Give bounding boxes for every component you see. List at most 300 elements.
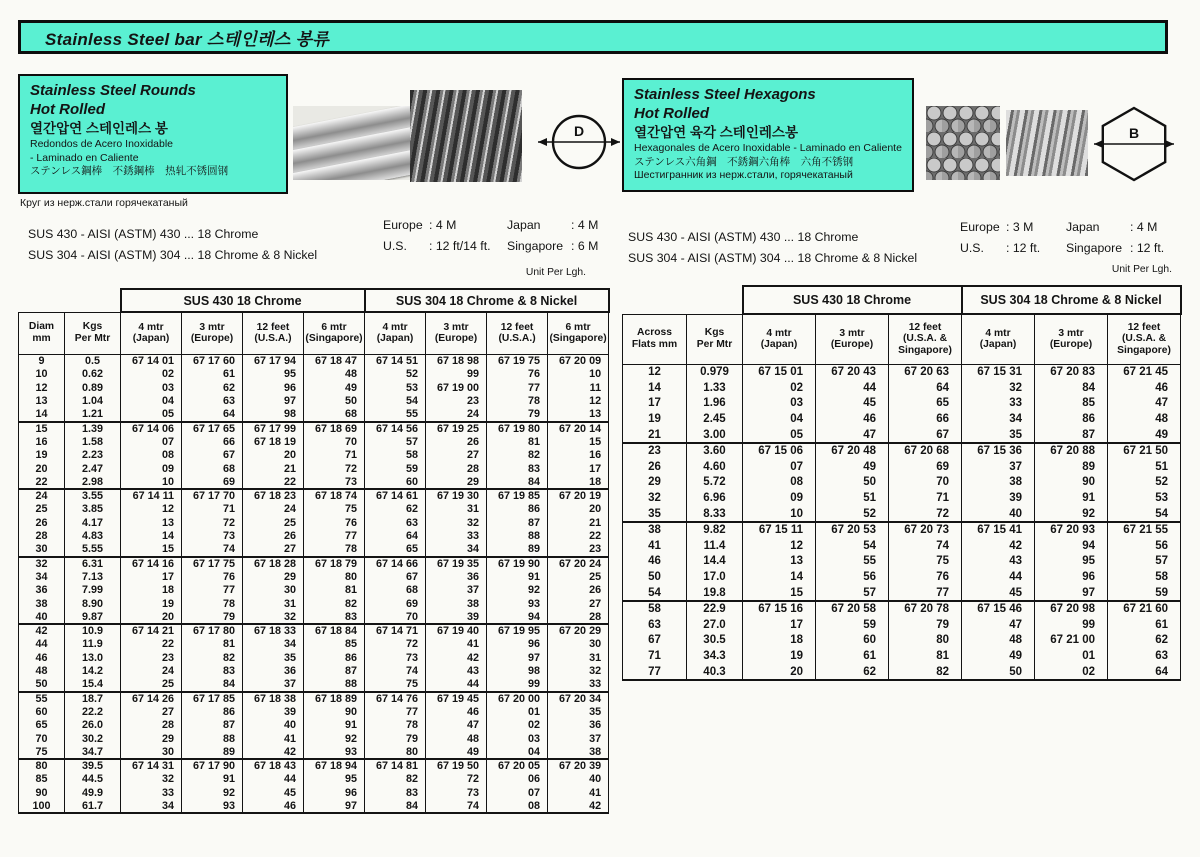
weight-cell: 1.96: [687, 396, 743, 412]
impa-code-cell: 48: [304, 368, 365, 382]
size-cell: 30: [19, 543, 65, 557]
weight-cell: 30.2: [65, 732, 121, 746]
impa-code-cell: 67 19 35: [426, 557, 487, 571]
impa-code-cell: 96: [1035, 569, 1108, 585]
column-header: 3 mtr (Europe): [182, 312, 243, 354]
weight-cell: 1.33: [687, 380, 743, 396]
size-cell: 46: [19, 651, 65, 665]
impa-code-cell: 67 18 28: [243, 557, 304, 571]
impa-code-cell: 67 14 81: [365, 759, 426, 773]
size-cell: 46: [623, 554, 687, 570]
weight-cell: 6.96: [687, 490, 743, 506]
impa-code-cell: 67 19 90: [487, 557, 548, 571]
table-row: [19, 395, 609, 409]
impa-code-cell: 69: [365, 597, 426, 611]
impa-code-cell: 24: [426, 408, 487, 422]
impa-code-cell: 84: [365, 800, 426, 814]
impa-code-cell: 32: [548, 665, 609, 679]
table-row: [623, 459, 1181, 475]
impa-code-cell: 67 15 06: [743, 443, 816, 459]
impa-code-cell: 67 17 99: [243, 422, 304, 436]
impa-code-cell: 97: [487, 651, 548, 665]
impa-code-cell: 75: [304, 503, 365, 517]
impa-code-cell: 34: [121, 800, 182, 814]
impa-code-cell: 67 20 83: [1035, 364, 1108, 380]
hexagons-spec-sus304: SUS 304 - AISI (ASTM) 304 ... 18 Chrome & 8 Nickel: [628, 251, 918, 265]
rounds-subtitle-cjk: ステンレス鋼棒 不銹鋼棒 热轧不锈圆钢: [30, 165, 229, 177]
impa-code-cell: 67 20 58: [816, 601, 889, 617]
size-cell: 32: [19, 557, 65, 571]
table-row: [19, 692, 609, 706]
column-header: 4 mtr (Japan): [743, 314, 816, 364]
weight-cell: 11.4: [687, 538, 743, 554]
impa-code-cell: 92: [304, 732, 365, 746]
table-row: [19, 462, 609, 476]
weight-cell: 2.47: [65, 462, 121, 476]
impa-code-cell: 89: [1035, 459, 1108, 475]
size-cell: 13: [19, 395, 65, 409]
impa-code-cell: 08: [121, 449, 182, 463]
impa-code-cell: 97: [304, 800, 365, 814]
blank-corner: [623, 286, 743, 314]
impa-code-cell: 88: [304, 678, 365, 692]
impa-code-cell: 67 14 01: [121, 354, 182, 368]
impa-code-cell: 67: [182, 449, 243, 463]
column-header: 6 mtr (Singapore): [304, 312, 365, 354]
impa-code-cell: 62: [816, 664, 889, 680]
impa-code-cell: 42: [426, 651, 487, 665]
table-row: [623, 522, 1181, 538]
column-header: 3 mtr (Europe): [426, 312, 487, 354]
impa-code-cell: 67 19 50: [426, 759, 487, 773]
impa-code-cell: 64: [889, 380, 962, 396]
impa-code-cell: 67 20 78: [889, 601, 962, 617]
impa-code-cell: 20: [121, 611, 182, 625]
impa-code-cell: 33: [426, 530, 487, 544]
hexagons-spec-sus430: SUS 430 - AISI (ASTM) 430 ... 18 Chrome: [628, 230, 859, 244]
weight-cell: 0.62: [65, 368, 121, 382]
impa-code-cell: 67 18 98: [426, 354, 487, 368]
impa-code-cell: 46: [426, 705, 487, 719]
impa-code-cell: 09: [743, 490, 816, 506]
impa-code-cell: 67 19 25: [426, 422, 487, 436]
impa-code-cell: 35: [548, 705, 609, 719]
size-cell: 29: [623, 475, 687, 491]
impa-code-cell: 71: [304, 449, 365, 463]
weight-cell: 7.13: [65, 570, 121, 584]
table-row: [19, 530, 609, 544]
impa-code-cell: 85: [304, 638, 365, 652]
impa-code-cell: 03: [743, 396, 816, 412]
weight-cell: 0.5: [65, 354, 121, 368]
impa-code-cell: 67 20 63: [889, 364, 962, 380]
impa-code-cell: 54: [1108, 506, 1181, 522]
impa-code-cell: 37: [548, 732, 609, 746]
grade-header: SUS 304 18 Chrome & 8 Nickel: [365, 289, 609, 312]
impa-code-cell: 52: [1108, 475, 1181, 491]
impa-code-cell: 40: [548, 773, 609, 787]
impa-code-cell: 67 21 50: [1108, 443, 1181, 459]
impa-code-cell: 67 19 45: [426, 692, 487, 706]
impa-code-cell: 67 17 94: [243, 354, 304, 368]
impa-code-cell: 67 20 98: [1035, 601, 1108, 617]
impa-code-cell: 67: [365, 570, 426, 584]
rounds-title-en-1: Stainless Steel Rounds: [30, 82, 196, 99]
impa-code-cell: 88: [182, 732, 243, 746]
table-row: [19, 435, 609, 449]
impa-code-cell: 89: [487, 543, 548, 557]
impa-code-cell: 46: [1108, 380, 1181, 396]
impa-code-cell: 67 15 01: [743, 364, 816, 380]
impa-code-cell: 22: [121, 638, 182, 652]
weight-cell: 1.21: [65, 408, 121, 422]
impa-code-cell: 82: [182, 651, 243, 665]
impa-code-cell: 25: [121, 678, 182, 692]
impa-code-cell: 08: [743, 475, 816, 491]
impa-code-cell: 74: [182, 543, 243, 557]
impa-code-cell: 37: [962, 459, 1035, 475]
impa-code-cell: 80: [304, 570, 365, 584]
impa-code-cell: 09: [121, 462, 182, 476]
impa-code-cell: 11: [548, 381, 609, 395]
size-cell: 22: [19, 476, 65, 490]
impa-code-cell: 76: [889, 569, 962, 585]
column-header: 4 mtr (Japan): [962, 314, 1035, 364]
impa-code-cell: 20: [743, 664, 816, 680]
impa-code-cell: 50: [816, 475, 889, 491]
rounds-code-table: [18, 288, 610, 814]
impa-code-cell: 80: [889, 633, 962, 649]
size-cell: 54: [623, 585, 687, 601]
impa-code-cell: 93: [487, 597, 548, 611]
impa-code-cell: 67 17 75: [182, 557, 243, 571]
impa-code-cell: 98: [487, 665, 548, 679]
impa-code-cell: 92: [487, 584, 548, 598]
impa-code-cell: 67 18 89: [304, 692, 365, 706]
impa-code-cell: 80: [365, 746, 426, 760]
impa-code-cell: 10: [121, 476, 182, 490]
impa-code-cell: 67: [889, 427, 962, 443]
size-cell: 55: [19, 692, 65, 706]
size-cell: 90: [19, 786, 65, 800]
impa-code-cell: 48: [962, 633, 1035, 649]
weight-cell: 34.3: [687, 648, 743, 664]
size-cell: 14: [19, 408, 65, 422]
table-row: [623, 364, 1181, 380]
impa-code-cell: 02: [1035, 664, 1108, 680]
impa-code-cell: 64: [182, 408, 243, 422]
impa-code-cell: 79: [182, 611, 243, 625]
impa-code-cell: 32: [426, 516, 487, 530]
impa-code-cell: 13: [743, 554, 816, 570]
impa-code-cell: 56: [1108, 538, 1181, 554]
impa-code-cell: 91: [1035, 490, 1108, 506]
impa-code-cell: 67 19 30: [426, 489, 487, 503]
impa-code-cell: 67 14 71: [365, 624, 426, 638]
table-row: [623, 664, 1181, 680]
size-cell: 26: [19, 516, 65, 530]
hexagons-subtitle-spanish: Hexagonales de Acero Inoxidable - Laminado en Caliente: [634, 142, 902, 154]
rounds-subtitle-russian: Круг из нерж.стали горячекатаный: [20, 197, 188, 209]
table-row: [19, 651, 609, 665]
size-cell: 17: [623, 396, 687, 412]
impa-code-cell: 78: [365, 719, 426, 733]
table-row: [623, 554, 1181, 570]
impa-code-cell: 67 14 31: [121, 759, 182, 773]
size-cell: 38: [623, 522, 687, 538]
page-title-banner: [18, 20, 1168, 54]
table-row: [623, 633, 1181, 649]
impa-code-cell: 15: [743, 585, 816, 601]
rounds-info-box: [18, 74, 288, 194]
impa-code-cell: 59: [816, 617, 889, 633]
impa-code-cell: 83: [365, 786, 426, 800]
impa-code-cell: 61: [1108, 617, 1181, 633]
table-row: [623, 475, 1181, 491]
weight-cell: 7.99: [65, 584, 121, 598]
impa-code-cell: 67 19 75: [487, 354, 548, 368]
table-row: [19, 422, 609, 436]
impa-code-cell: 07: [743, 459, 816, 475]
size-cell: 14: [623, 380, 687, 396]
impa-code-cell: 39: [962, 490, 1035, 506]
impa-code-cell: 07: [121, 435, 182, 449]
table-row: [623, 506, 1181, 522]
column-header: Kgs Per Mtr: [687, 314, 743, 364]
impa-code-cell: 69: [182, 476, 243, 490]
impa-code-cell: 71: [182, 503, 243, 517]
column-header: 4 mtr (Japan): [365, 312, 426, 354]
impa-code-cell: 03: [487, 732, 548, 746]
table-row: [19, 381, 609, 395]
impa-code-cell: 73: [426, 786, 487, 800]
weight-cell: 1.58: [65, 435, 121, 449]
impa-code-cell: 44: [426, 678, 487, 692]
impa-code-cell: 32: [243, 611, 304, 625]
impa-code-cell: 67 20 24: [548, 557, 609, 571]
impa-code-cell: 66: [889, 411, 962, 427]
impa-code-cell: 92: [1035, 506, 1108, 522]
table-row: [623, 617, 1181, 633]
hexagons-bars-photo: [1006, 110, 1088, 176]
impa-code-cell: 96: [487, 638, 548, 652]
impa-code-cell: 71: [889, 490, 962, 506]
impa-code-cell: 45: [816, 396, 889, 412]
size-cell: 58: [623, 601, 687, 617]
rounds-bars-photo: [293, 106, 411, 180]
impa-code-cell: 87: [1035, 427, 1108, 443]
size-cell: 63: [623, 617, 687, 633]
weight-cell: 15.4: [65, 678, 121, 692]
weight-cell: 14.4: [687, 554, 743, 570]
impa-code-cell: 84: [1035, 380, 1108, 396]
impa-code-cell: 67 20 48: [816, 443, 889, 459]
impa-code-cell: 63: [365, 516, 426, 530]
impa-code-cell: 60: [365, 476, 426, 490]
impa-code-cell: 58: [365, 449, 426, 463]
impa-code-cell: 99: [426, 368, 487, 382]
impa-code-cell: 72: [889, 506, 962, 522]
impa-code-cell: 15: [548, 435, 609, 449]
size-cell: 100: [19, 800, 65, 814]
hexagons-subtitle-russian: Шестигранник из нерж.стали, горячекатаный: [634, 169, 853, 181]
impa-code-cell: 20: [243, 449, 304, 463]
weight-cell: 26.0: [65, 719, 121, 733]
table-row: [19, 678, 609, 692]
table-row: [19, 665, 609, 679]
impa-code-cell: 64: [365, 530, 426, 544]
impa-code-cell: 08: [487, 800, 548, 814]
column-header: 12 feet (U.S.A. & Singapore): [889, 314, 962, 364]
hexagons-info-box: [622, 78, 914, 192]
impa-code-cell: 67 17 80: [182, 624, 243, 638]
table-row: [19, 570, 609, 584]
size-cell: 85: [19, 773, 65, 787]
impa-code-cell: 33: [548, 678, 609, 692]
unit-per-length-note: Unit Per Lgh.: [525, 267, 586, 278]
table-row: [19, 476, 609, 490]
length-singapore: Singapore : 12 ft.: [1066, 241, 1165, 255]
size-cell: 35: [623, 506, 687, 522]
impa-code-cell: 27: [121, 705, 182, 719]
impa-code-cell: 68: [182, 462, 243, 476]
weight-cell: 30.5: [687, 633, 743, 649]
column-header-row: [19, 312, 609, 354]
column-header: 12 feet (U.S.A.): [243, 312, 304, 354]
rounds-subtitle-spanish-2: - Laminado en Caliente: [30, 151, 139, 164]
impa-code-cell: 19: [121, 597, 182, 611]
impa-code-cell: 26: [243, 530, 304, 544]
table-row: [19, 516, 609, 530]
impa-code-cell: 85: [1035, 396, 1108, 412]
impa-code-cell: 41: [548, 786, 609, 800]
impa-code-cell: 02: [487, 719, 548, 733]
impa-code-cell: 44: [816, 380, 889, 396]
column-header: 4 mtr (Japan): [121, 312, 182, 354]
impa-code-cell: 54: [365, 395, 426, 409]
impa-code-cell: 36: [243, 665, 304, 679]
impa-code-cell: 82: [304, 597, 365, 611]
impa-code-cell: 13: [121, 516, 182, 530]
impa-code-cell: 25: [243, 516, 304, 530]
impa-code-cell: 95: [304, 773, 365, 787]
rounds-spec-sus304: SUS 304 - AISI (ASTM) 304 ... 18 Chrome & 8 Nickel: [28, 248, 318, 262]
impa-code-cell: 94: [487, 611, 548, 625]
impa-code-cell: 73: [365, 651, 426, 665]
impa-code-cell: 44: [243, 773, 304, 787]
impa-code-cell: 47: [816, 427, 889, 443]
impa-code-cell: 67 20 19: [548, 489, 609, 503]
size-cell: 16: [19, 435, 65, 449]
impa-code-cell: 67 14 76: [365, 692, 426, 706]
impa-code-cell: 28: [121, 719, 182, 733]
weight-cell: 27.0: [687, 617, 743, 633]
impa-code-cell: 70: [889, 475, 962, 491]
impa-code-cell: 67 17 90: [182, 759, 243, 773]
impa-code-cell: 93: [182, 800, 243, 814]
size-cell: 44: [19, 638, 65, 652]
impa-code-cell: 28: [426, 462, 487, 476]
impa-code-cell: 86: [182, 705, 243, 719]
weight-cell: 0.979: [687, 364, 743, 380]
impa-code-cell: 83: [304, 611, 365, 625]
weight-cell: 1.39: [65, 422, 121, 436]
grade-header: SUS 430 18 Chrome: [743, 286, 962, 314]
impa-code-cell: 67 18 43: [243, 759, 304, 773]
impa-code-cell: 05: [121, 408, 182, 422]
impa-code-cell: 78: [182, 597, 243, 611]
table-row: [19, 732, 609, 746]
impa-code-cell: 20: [548, 503, 609, 517]
weight-cell: 4.83: [65, 530, 121, 544]
impa-code-cell: 52: [816, 506, 889, 522]
impa-code-cell: 17: [121, 570, 182, 584]
impa-code-cell: 78: [304, 543, 365, 557]
impa-code-cell: 55: [365, 408, 426, 422]
column-header: 3 mtr (Europe): [1035, 314, 1108, 364]
impa-code-cell: 30: [121, 746, 182, 760]
weight-cell: 2.98: [65, 476, 121, 490]
impa-code-cell: 67 19 80: [487, 422, 548, 436]
size-cell: 15: [19, 422, 65, 436]
size-cell: 21: [623, 427, 687, 443]
impa-code-cell: 67 15 36: [962, 443, 1035, 459]
weight-cell: 3.60: [687, 443, 743, 459]
impa-code-cell: 34: [962, 411, 1035, 427]
impa-code-cell: 28: [548, 611, 609, 625]
table-row: [19, 624, 609, 638]
column-header: 12 feet (U.S.A. & Singapore): [1108, 314, 1181, 364]
impa-code-cell: 48: [1108, 411, 1181, 427]
table-row: [19, 746, 609, 760]
impa-code-cell: 67 20 29: [548, 624, 609, 638]
weight-cell: 0.89: [65, 381, 121, 395]
hexagons-grade-specs: [628, 227, 917, 269]
impa-code-cell: 18: [121, 584, 182, 598]
impa-code-cell: 27: [426, 449, 487, 463]
weight-cell: 2.45: [687, 411, 743, 427]
impa-code-cell: 97: [243, 395, 304, 409]
impa-code-cell: 67 14 06: [121, 422, 182, 436]
weight-cell: 39.5: [65, 759, 121, 773]
impa-code-cell: 53: [1108, 490, 1181, 506]
impa-code-cell: 49: [304, 381, 365, 395]
impa-code-cell: 90: [1035, 475, 1108, 491]
table-row: [19, 557, 609, 571]
weight-cell: 34.7: [65, 746, 121, 760]
impa-code-cell: 79: [487, 408, 548, 422]
impa-code-cell: 34: [426, 543, 487, 557]
impa-code-cell: 42: [962, 538, 1035, 554]
weight-cell: 49.9: [65, 786, 121, 800]
length-europe: Europe : 4 M: [383, 218, 457, 232]
impa-code-cell: 67 14 51: [365, 354, 426, 368]
rounds-grade-specs: [28, 224, 317, 266]
impa-code-cell: 02: [121, 368, 182, 382]
impa-code-cell: 96: [304, 786, 365, 800]
impa-code-cell: 86: [1035, 411, 1108, 427]
impa-code-cell: 91: [182, 773, 243, 787]
across-flats-diagram: [1092, 98, 1176, 186]
impa-code-cell: 59: [365, 462, 426, 476]
impa-code-cell: 41: [243, 732, 304, 746]
impa-code-cell: 57: [1108, 554, 1181, 570]
impa-code-cell: 62: [365, 503, 426, 517]
impa-code-cell: 44: [962, 569, 1035, 585]
impa-code-cell: 67 17 65: [182, 422, 243, 436]
impa-code-cell: 67 20 68: [889, 443, 962, 459]
impa-code-cell: 76: [182, 570, 243, 584]
